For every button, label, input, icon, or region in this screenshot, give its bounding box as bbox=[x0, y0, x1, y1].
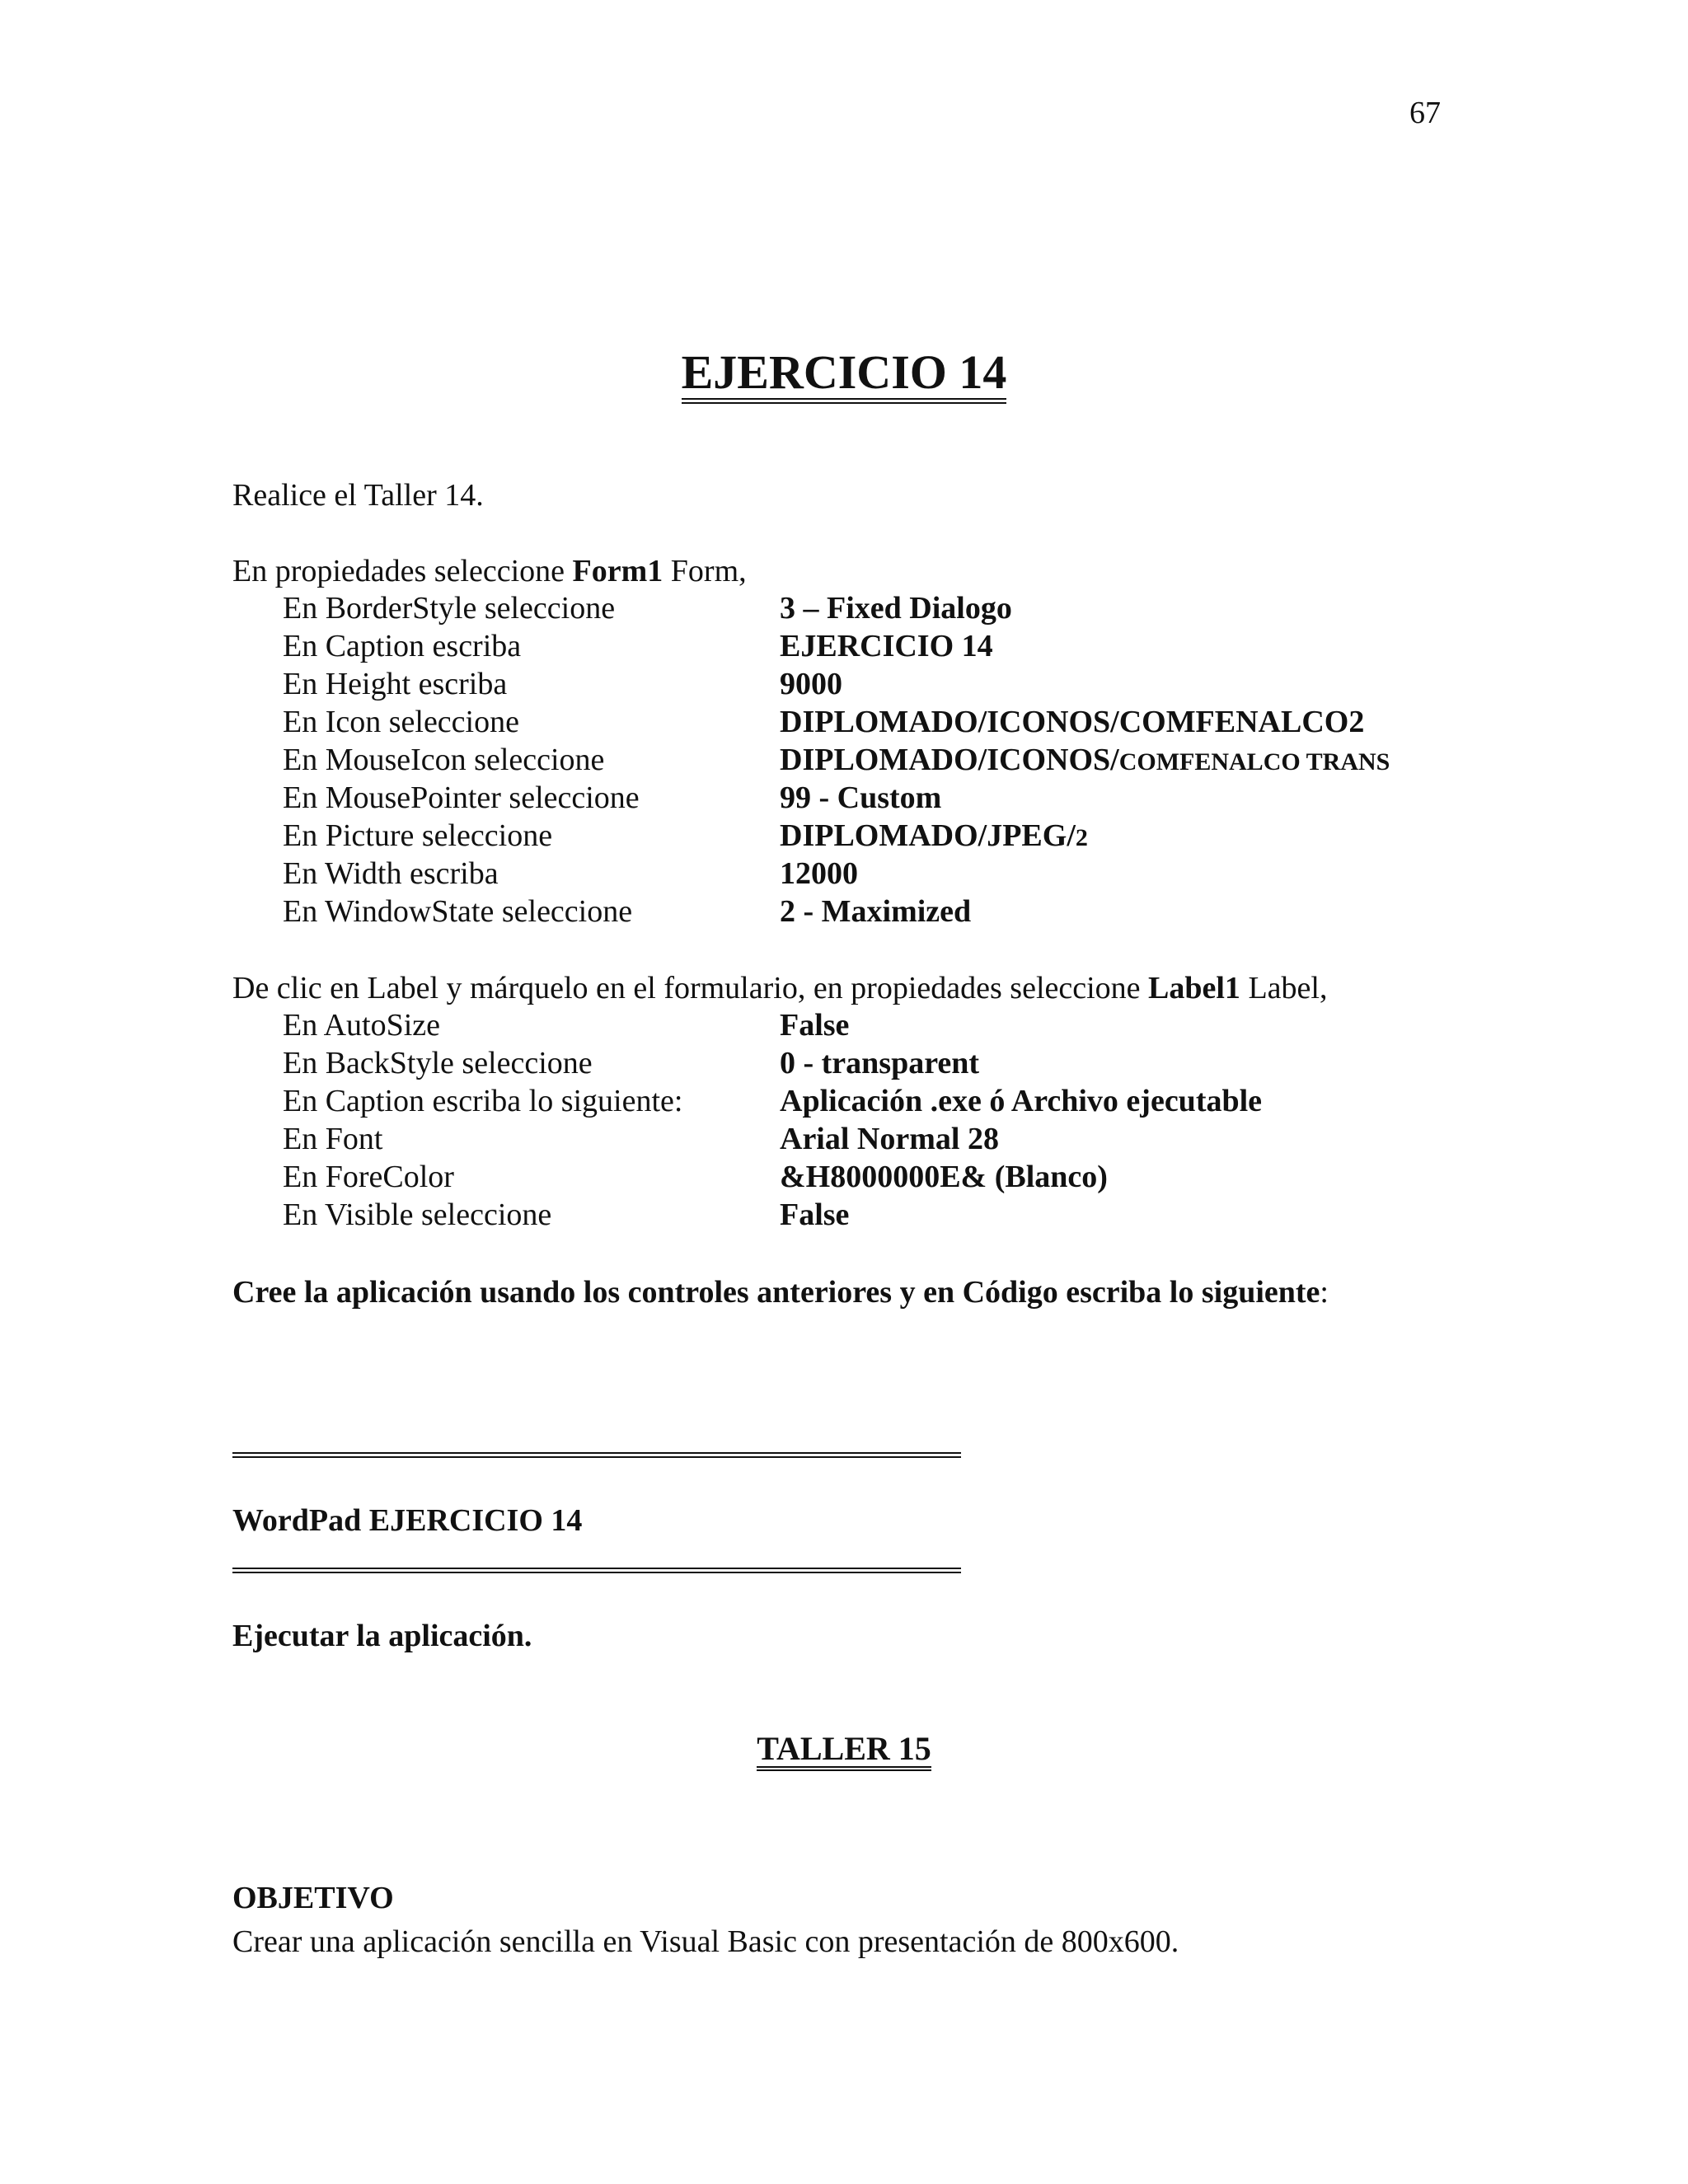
form-prop-label: En MouseIcon seleccione bbox=[283, 743, 605, 777]
section-title bbox=[0, 1729, 1688, 1771]
intro-text: Realice el Taller 14. bbox=[232, 478, 484, 513]
code-instruction-text: Cree la aplicación usando los controles anteriores y en Código escriba lo siguiente bbox=[232, 1275, 1320, 1310]
label-prop-label: En Caption escriba lo siguiente: bbox=[283, 1084, 683, 1118]
form-prop-value: 9000 bbox=[780, 667, 842, 701]
form-prop-value-small: COMFENALCO TRANS bbox=[1118, 748, 1390, 776]
form-prop-value: 99 - Custom bbox=[780, 780, 942, 815]
label-prop-value: False bbox=[780, 1197, 850, 1232]
form-prop-label: En WindowState seleccione bbox=[283, 894, 633, 929]
form-prop-label: En MousePointer seleccione bbox=[283, 780, 640, 815]
label-lead-suffix: Label, bbox=[1240, 971, 1328, 1005]
form-prop-label: En Width escriba bbox=[283, 856, 499, 891]
form-prop-label: En Icon seleccione bbox=[283, 705, 519, 739]
form-prop-value: EJERCICIO 14 bbox=[780, 629, 993, 663]
divider-rule-top bbox=[232, 1452, 961, 1458]
form-prop-label: En BorderStyle seleccione bbox=[283, 591, 616, 626]
code-instruction-colon: : bbox=[1320, 1275, 1329, 1310]
form-prop-value-small: 2 bbox=[1075, 824, 1088, 851]
page-title-text: EJERCICIO 14 bbox=[682, 348, 1007, 404]
form-lead-suffix: Form, bbox=[663, 554, 747, 588]
form-prop-value: 12000 bbox=[780, 856, 858, 891]
form-prop-label: En Picture seleccione bbox=[283, 818, 553, 853]
form-prop-value-main: DIPLOMADO/JPEG/ bbox=[780, 818, 1076, 853]
wordpad-label: WordPad EJERCICIO 14 bbox=[232, 1503, 583, 1538]
label-prop-value: &H8000000E& (Blanco) bbox=[780, 1160, 1108, 1194]
form-prop-value bbox=[780, 742, 1390, 778]
label-prop-label: En BackStyle seleccione bbox=[283, 1046, 593, 1080]
form-prop-value: DIPLOMADO/ICONOS/COMFENALCO2 bbox=[780, 705, 1365, 739]
label-prop-label: En AutoSize bbox=[283, 1008, 441, 1043]
objective-heading: OBJETIVO bbox=[232, 1881, 394, 1915]
form-prop-value: 2 - Maximized bbox=[780, 894, 972, 929]
form-prop-label: En Caption escriba bbox=[283, 629, 522, 663]
objective-text: Crear una aplicación sencilla en Visual Basic con presentación de 800x600. bbox=[232, 1924, 1179, 1959]
divider-rule-bottom bbox=[232, 1568, 961, 1573]
page-number: 67 bbox=[1409, 96, 1441, 130]
label-lead-prefix: De clic en Label y márquelo en el formulario, en propiedades seleccione bbox=[232, 971, 1149, 1005]
form-prop-value: 3 – Fixed Dialogo bbox=[780, 591, 1012, 626]
run-instruction: Ejecutar la aplicación. bbox=[232, 1619, 532, 1653]
form-lead-object: Form1 bbox=[572, 554, 663, 588]
label-lead-object: Label1 bbox=[1148, 971, 1240, 1005]
form-section-lead bbox=[232, 552, 747, 590]
page-title bbox=[0, 344, 1688, 404]
label-prop-value: Arial Normal 28 bbox=[780, 1122, 999, 1156]
form-prop-value-main: DIPLOMADO/ICONOS/ bbox=[780, 743, 1119, 777]
label-prop-value: Aplicación .exe ó Archivo ejecutable bbox=[780, 1084, 1263, 1118]
form-lead-prefix: En propiedades seleccione bbox=[232, 554, 573, 588]
label-prop-value: False bbox=[780, 1008, 850, 1043]
label-prop-label: En ForeColor bbox=[283, 1160, 454, 1194]
code-instruction bbox=[232, 1273, 1329, 1311]
label-prop-value: 0 - transparent bbox=[780, 1046, 980, 1080]
form-prop-value bbox=[780, 818, 1088, 854]
label-prop-label: En Font bbox=[283, 1122, 383, 1156]
section-title-text: TALLER 15 bbox=[757, 1732, 931, 1771]
label-section-lead bbox=[232, 969, 1327, 1007]
form-prop-label: En Height escriba bbox=[283, 667, 508, 701]
label-prop-label: En Visible seleccione bbox=[283, 1197, 552, 1232]
